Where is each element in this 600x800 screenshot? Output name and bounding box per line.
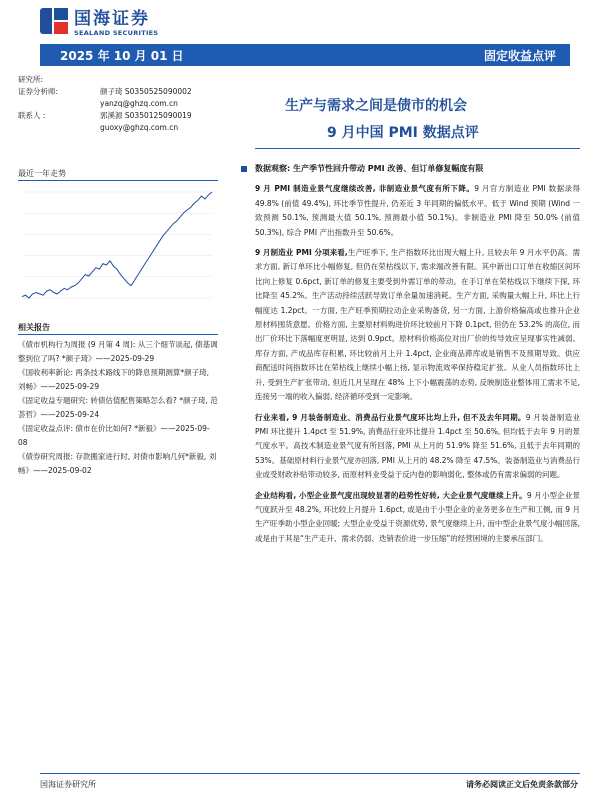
report-category: 固定收益点评 — [483, 48, 556, 63]
report-subtitle: 9 月中国 PMI 数据点评 — [327, 125, 479, 141]
logo-mark-icon — [40, 8, 68, 34]
related-report-item[interactable]: 《国收利率新论: 两条技术路线下的降息预期测算*颜子琦, 刘畅》——2025-09-29 — [18, 368, 210, 391]
footer-disclaimer: 请务必阅读正文后免责条款部分 — [466, 780, 578, 789]
author-email-link[interactable]: yanzq@ghzq.com.cn — [100, 99, 178, 108]
related-report-item[interactable]: 《固定收益点评: 债市在价比如何? *新毅》——2025-09-08 — [18, 424, 210, 447]
title-divider — [255, 148, 580, 149]
contact-email-link[interactable]: guoxy@ghzq.com.cn — [100, 123, 179, 132]
trend-chart — [18, 186, 218, 306]
header-bar — [40, 44, 570, 66]
square-bullet-icon — [241, 166, 247, 172]
report-date: 2025 年 10 月 01 日 — [60, 48, 184, 63]
related-report-item[interactable]: 《债券研究周报: 存款搬家进行时, 对债市影响几何*新毅, 刘畅》——2025-09-02 — [18, 452, 217, 475]
brand-name-cn: 国海证券 — [74, 9, 150, 29]
author-row: 证券分析师: 颜子琦 S0350525090002 — [18, 87, 192, 96]
report-title: 生产与需求之间是债市的机会 — [285, 98, 467, 114]
report-body — [255, 162, 580, 546]
related-report-item[interactable]: 《固定收益专题研究: 转债估值配售策略怎么看? *颜子琦, 范荟哲》——2025-09-24 — [18, 396, 218, 419]
footer-institute: 国海证券研究所 — [40, 780, 96, 789]
body-headline: 数据观察: 生产季节性回升带动 PMI 改善、但订单修复幅度有限 — [255, 162, 580, 176]
research-institute-label: 研究所: — [18, 75, 44, 84]
paragraph: 行业来看, 9 月装备制造业、消费品行业景气度环比均上升, 但不及去年同期。9 月装备制造业 PMI 环比提升 1.4pct 至 51.9%, 消费品行业环比提升 1.4pct 至 50.6%, 但均低于去年 9 月的景气度水平。高技术制造业景气度有所回落, PMI 从上月的 51.9% 降至 51.6%, 且低于去年同期的 53%。基础原材料行业景气度亦回落, PMI 从上月的 48.2% 降至 47.5%。装备制造业与消费品行业或受财政补贴带动较多, 而原材料业受益于反内卷的影响弱化, 整体或仍有需求偏弱的问题。 — [255, 412, 580, 480]
brand-name-en: SEALAND SECURITIES — [74, 29, 159, 37]
related-report-item[interactable]: 《债市机构行为周报 (9 月第 4 周): 从三个细节谈起, 债基调整到位了吗? *颜子琦》——2025-09-29 — [18, 340, 218, 363]
footer-divider — [40, 773, 580, 774]
related-divider — [18, 334, 218, 335]
paragraph: 企业结构看, 小型企业景气度出现较显著的趋势性好转, 大企业景气度继续上升。9 月小型企业景气度跃升至 48.2%, 环比较上月提升 1.6pct, 或是由于小型企业的业务更多在生产和工侧, 而 9 月生产旺季助小型企业回暖; 大型企业受益于资源优势, 景气度继续上升, 而中型企业景气度小幅回落, 或是由于其是“生产走升、需求仍弱、迭销表价进一步压缩”的经营困境的主要承压部门。 — [255, 490, 581, 543]
trend-label: 最近一年走势 — [18, 169, 66, 178]
author-block — [18, 74, 238, 134]
chart-series-line — [22, 192, 212, 298]
related-reports-list — [18, 338, 218, 478]
author-row — [18, 98, 238, 110]
brand-logo — [40, 4, 158, 37]
paragraph: 9 月 PMI 制造业景气度继续改善, 非制造业景气度有所下降。9 月官方制造业 PMI 数据录得 49.8% (前值 49.4%), 环比季节性提升, 仍差近 3 年同期的偏低水平。低于 Wind 预期 (Wind 一致预测 50.1%, 预测最大值 50.1%, 预测最小值 50.1%)。非制造业 PMI 降至 50.0% (前值 50.3%), 综合 PMI 产出指数升至 50.6%。 — [255, 184, 580, 237]
author-row: 联系人 : 郭溪源 S0350125090019 — [18, 111, 192, 120]
paragraph: 9 月制造业 PMI 分项来看,生产旺季下, 生产指数环比出现大幅上升, 且较去年 9 月水平仍高。需求方面, 新订单环比小幅修复, 但仍在荣枯线以下, 需求端改善有限。其中新出口订单在收缩区间环比向上修复 0.6pct, 新订单的修复主要受到外需订单的带动。在手订单在荣枯线以下继续下探, 环比降至 45.2%。生产活动持续活跃导致订单余量加速消耗。生产方面, 采购量大幅上升, 环比上行幅度达 1.2pct。一方面, 生产旺季预期拉动企业采购备货, 另一方面, 上游价格偏高或也推升企业原材料囤货意愿。价格方面, 主要原材料购进价环比较前月下降 0.1pct, 但仍在 53.2% 的高位, 而出厂价环比下落幅度更明显, 达到 0.9pct。原材料价格高位对出厂价的传导效应呈现事实性减弱。库存方面, 产成品库存积累, 环比较前月上升 1.4pct, 企业商品滞库或是销售不及预期导致。供应商配送时间指数环比在荣枯线上继续小幅上扬, 显示物流效率保持稳定扩张。从业人员指数环比上升, 受到生产扩张带动, 但近几月呈现在 48% 上下小幅震荡的态势, 反映制造业整体用工需求不足, 连接另一端的收入偏弱, 经济循环受到一定影响。 — [255, 248, 580, 402]
trend-divider — [18, 180, 218, 181]
related-reports-label: 相关报告 — [18, 323, 50, 332]
author-row — [18, 122, 238, 134]
